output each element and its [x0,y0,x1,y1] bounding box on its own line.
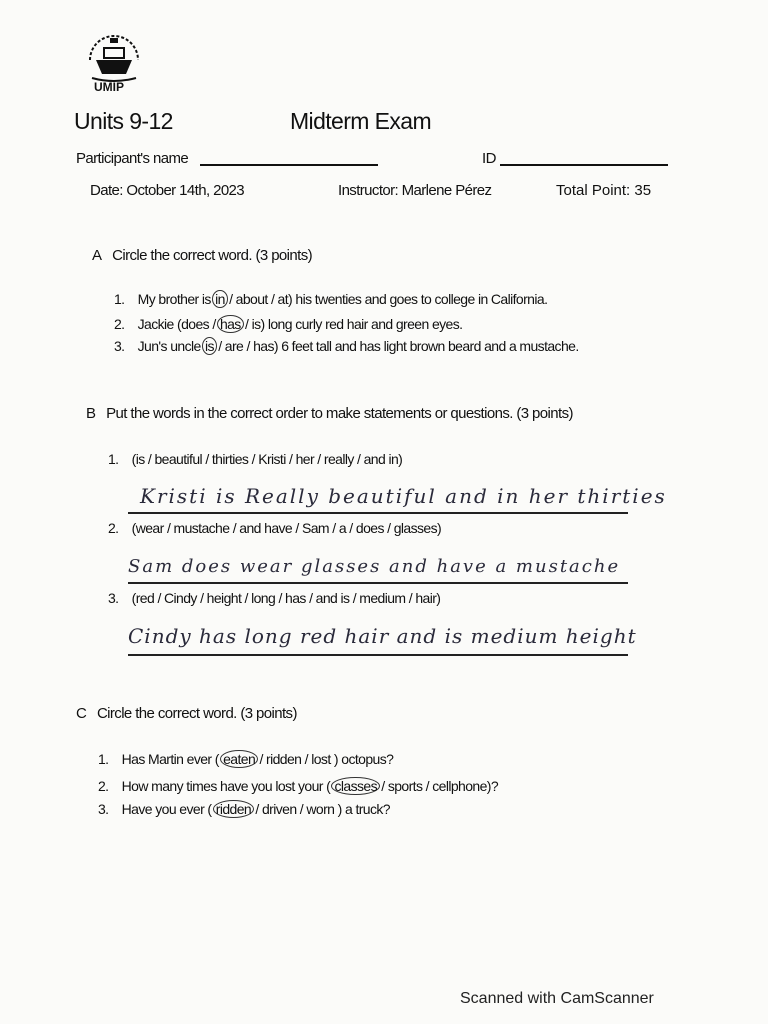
section-a-heading [92,247,312,264]
item-number: 2. [98,778,109,794]
item-number: 2. [114,316,125,332]
item-text-before: Have you ever ( [121,801,212,817]
exam-date: Date: October 14th, 2023 [90,182,245,199]
item-number: 3. [108,590,119,606]
item-prompt: (is / beautiful / thirties / Kristi / her / really / and in) [131,451,403,467]
item-text-before: Has Martin ever ( [121,751,219,767]
section-a-letter: A [92,247,102,264]
item-number: 3. [98,801,109,817]
section-a-item-2 [114,316,462,332]
units-title: Units 9-12 [74,108,173,134]
circled-answer[interactable]: ridden [213,800,254,818]
section-b-answer-3[interactable]: Cindy has long red hair and is medium height [128,624,637,648]
item-text-before: Jackie (does / [137,316,216,332]
camscanner-watermark: Scanned with CamScanner [460,990,654,1007]
item-text-after: / driven / worn ) a truck? [255,801,390,817]
section-a-item-3 [114,338,579,354]
circled-answer[interactable]: is [202,337,217,355]
id-field[interactable] [500,164,668,166]
item-text-after: / about / at) his twenties and goes to college in California. [229,291,548,307]
item-text-before: Jun's uncle [137,338,201,354]
item-number: 2. [108,520,119,536]
circled-answer[interactable]: classes [331,777,379,795]
answer-line [128,512,628,514]
section-c-heading [76,705,297,722]
item-number: 1. [114,291,125,307]
item-prompt: (red / Cindy / height / long / has / and is / medium / hair) [131,590,441,606]
item-text-before: How many times have you lost your ( [121,778,331,794]
item-text-after: / is) long curly red hair and green eyes. [245,316,463,332]
participant-name-field[interactable] [200,164,378,166]
item-number: 3. [114,338,125,354]
answer-line [128,582,628,584]
logo-text: UMIP [94,80,124,94]
circled-answer[interactable]: in [212,290,228,308]
item-number: 1. [98,751,109,767]
item-number: 1. [108,451,119,467]
circled-answer[interactable]: has [217,315,244,333]
circled-answer[interactable]: eaten [220,750,258,768]
item-prompt: (wear / mustache / and have / Sam / a / does / glasses) [131,520,442,536]
section-b-letter: B [86,405,96,422]
section-b-prompt-1 [108,451,402,467]
section-b-answer-2[interactable]: Sam does wear glasses and have a mustache [128,556,621,577]
section-c-item-2 [98,778,498,794]
participant-name-label: Participant's name [76,150,189,167]
section-c-letter: C [76,705,87,722]
item-text-after: / are / has) 6 feet tall and has light brown beard and a mustache. [218,338,579,354]
id-label: ID [482,150,496,167]
item-text-after: / ridden / lost ) octopus? [259,751,394,767]
item-text-after: / sports / cellphone)? [381,778,499,794]
item-text-before: My brother is [137,291,211,307]
section-c-instruction: Circle the correct word. (3 points) [96,705,297,722]
section-a-instruction: Circle the correct word. (3 points) [112,247,313,264]
ship-seal-icon [82,30,146,86]
umip-logo [82,30,146,94]
section-b-answer-1[interactable]: Kristi is Really beautiful and in her thirties [140,484,667,508]
section-c-item-3 [98,801,390,817]
section-b-heading [86,405,573,422]
section-b-prompt-2 [108,520,441,536]
section-c-item-1 [98,751,393,767]
section-b-instruction: Put the words in the correct order to make statements or questions. (3 points) [106,405,573,422]
instructor-name: Instructor: Marlene Pérez [338,182,492,199]
total-points: Total Point: 35 [556,182,652,199]
section-a-item-1 [114,291,547,307]
answer-line [128,654,628,656]
section-b-prompt-3 [108,590,440,606]
exam-title: Midterm Exam [290,108,432,134]
